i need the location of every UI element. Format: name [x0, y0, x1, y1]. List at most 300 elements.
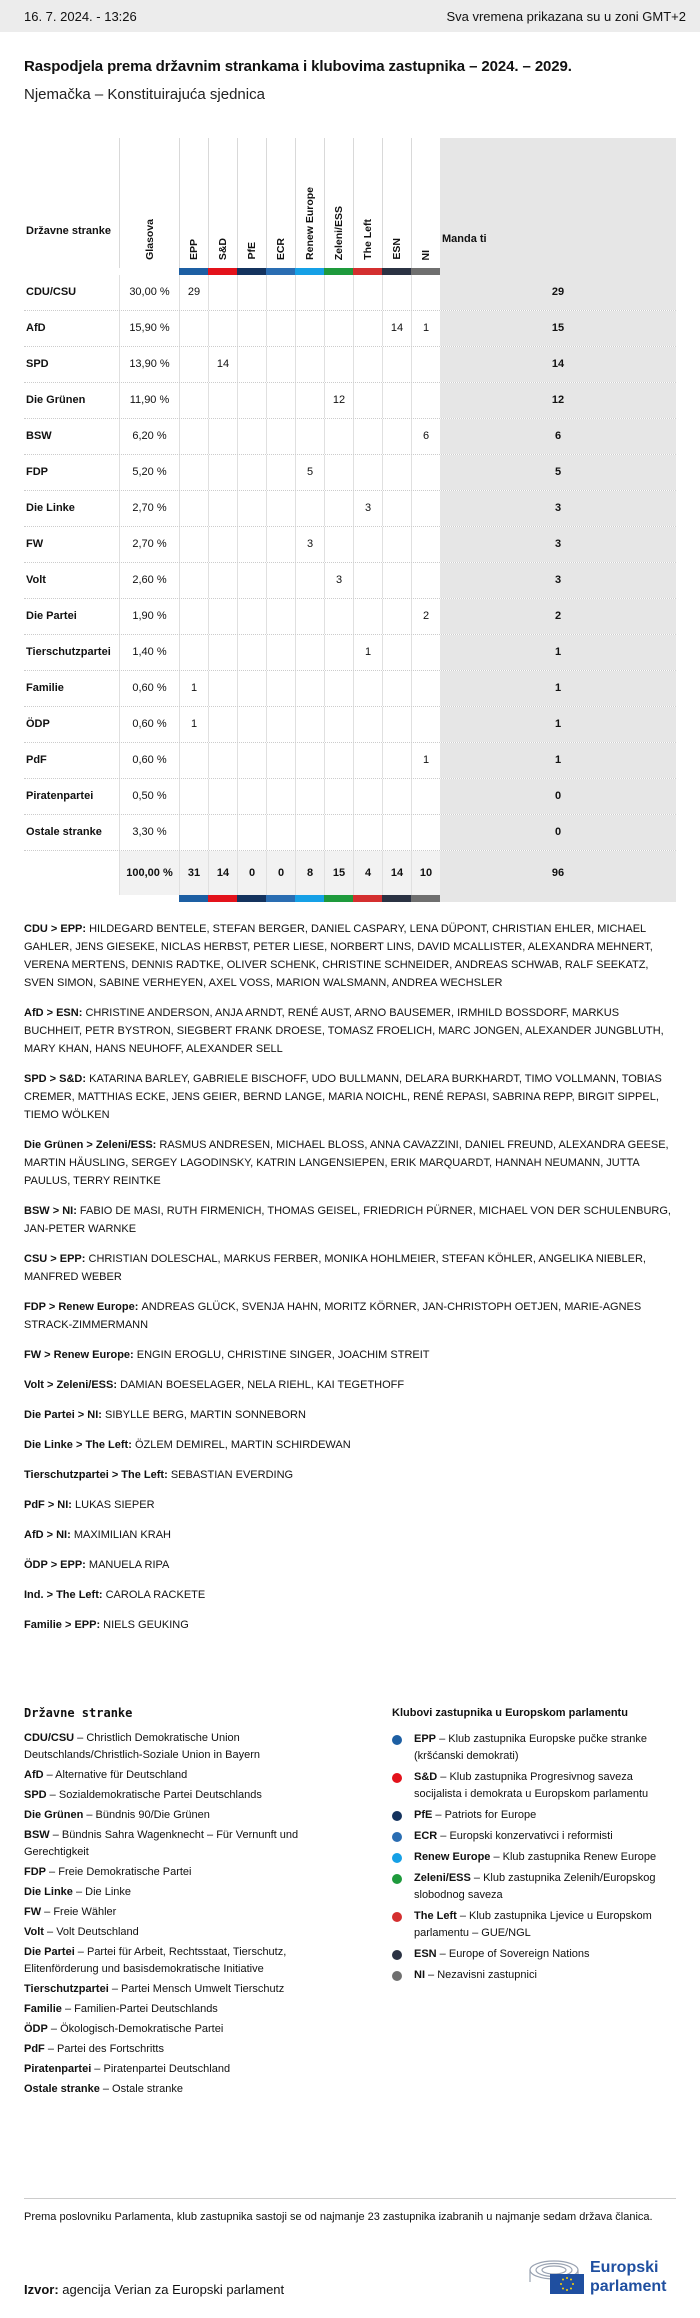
- seat-cell: [179, 527, 208, 562]
- party-full-name: – Familien-Partei Deutschlands: [61, 2003, 218, 2015]
- seat-cell: [266, 815, 295, 850]
- party-full-name: – Bündnis 90/Die Grünen: [83, 1809, 210, 1821]
- party-abbr: Die Grünen: [24, 1809, 84, 1821]
- party-full-name: – Ostale stranke: [99, 2083, 183, 2095]
- total-seat-cell: 14: [208, 851, 237, 895]
- seat-cell: [382, 743, 411, 778]
- seat-cell: [237, 275, 266, 310]
- mandates-total: 3: [440, 527, 676, 562]
- seat-cell: 14: [382, 311, 411, 346]
- seat-cell: [237, 383, 266, 418]
- vote-share: 1,40 %: [119, 635, 179, 670]
- seat-cell: [179, 491, 208, 526]
- group-header-label: The Left: [362, 219, 374, 260]
- transfer-item: [24, 1070, 676, 1124]
- seat-cell: [237, 347, 266, 382]
- seat-cell: [324, 815, 353, 850]
- party-legend-item: [24, 1944, 344, 1978]
- group-abbr: S&D: [414, 1771, 438, 1783]
- party-abbr: AfD: [24, 1769, 44, 1781]
- seat-cell: [266, 707, 295, 742]
- seat-cell: 1: [353, 635, 382, 670]
- seat-cell: [237, 311, 266, 346]
- party-name: PdF: [26, 754, 47, 766]
- party-abbr: Die Partei: [24, 1946, 75, 1958]
- seat-cell: [266, 455, 295, 490]
- seat-cell: [295, 383, 324, 418]
- seat-cell: 2: [411, 599, 440, 634]
- group-header-label: Zeleni/ESS: [333, 205, 345, 260]
- transfer-names: CAROLA RACKETE: [105, 1589, 206, 1601]
- seat-cell: [324, 419, 353, 454]
- table-row: [24, 383, 676, 419]
- seat-cell: [411, 347, 440, 382]
- seat-cell: [353, 599, 382, 634]
- results-table: [24, 138, 676, 902]
- mandates-total: 14: [440, 347, 676, 382]
- group-column-header: [179, 138, 208, 268]
- group-column-header: [411, 138, 440, 268]
- seat-cell: [179, 599, 208, 634]
- transfer-item: [24, 1250, 676, 1286]
- seat-cell: [266, 779, 295, 814]
- party-abbr: BSW: [24, 1829, 50, 1841]
- seat-cell: [295, 275, 324, 310]
- party-abbr: FDP: [24, 1866, 46, 1878]
- seat-cell: [208, 779, 237, 814]
- seat-cell: 1: [411, 743, 440, 778]
- seat-cell: 6: [411, 419, 440, 454]
- seat-cell: 1: [179, 671, 208, 706]
- party-full-name: – Freie Wähler: [41, 1906, 117, 1918]
- seat-cell: [324, 779, 353, 814]
- seat-cell: [353, 347, 382, 382]
- seat-cell: [353, 419, 382, 454]
- vote-share: 2,70 %: [119, 527, 179, 562]
- seat-cell: [266, 527, 295, 562]
- seat-cell: [179, 563, 208, 598]
- transfer-item: [24, 1004, 676, 1058]
- seat-cell: 5: [295, 455, 324, 490]
- mandates-color-cell: [440, 895, 676, 902]
- transfer-label: SPD > S&D:: [24, 1073, 90, 1085]
- seat-cell: [411, 815, 440, 850]
- totals-row: [24, 851, 676, 895]
- seat-cell: [353, 563, 382, 598]
- group-dot-icon: [392, 1811, 402, 1821]
- table-header: [24, 138, 676, 268]
- group-color-swatch: [353, 895, 382, 902]
- seat-cell: [179, 419, 208, 454]
- table-row: [24, 599, 676, 635]
- seat-cell: [237, 815, 266, 850]
- group-full-name: – Klub zastupnika Renew Europe: [490, 1851, 657, 1863]
- seat-cell: [382, 455, 411, 490]
- group-color-swatch: [208, 895, 237, 902]
- group-dot-icon: [392, 1971, 402, 1981]
- seat-cell: [179, 383, 208, 418]
- mandates-color-cell: [440, 268, 676, 275]
- seat-cell: [208, 311, 237, 346]
- transfer-item: [24, 1298, 676, 1334]
- vote-share: 30,00 %: [119, 275, 179, 310]
- timezone-note: Sva vremena prikazana su u zoni GMT+2: [446, 8, 686, 24]
- party-legend-item: [24, 1767, 344, 1784]
- seat-cell: [179, 779, 208, 814]
- transfer-label: Die Partei > NI:: [24, 1409, 106, 1421]
- transfer-item: [24, 1466, 676, 1484]
- mandates-total: 2: [440, 599, 676, 634]
- party-abbr: Tierschutzpartei: [24, 1983, 109, 1995]
- transfer-names: ENGIN EROGLU, CHRISTINE SINGER, JOACHIM STREIT: [136, 1349, 430, 1361]
- transfer-item: [24, 1436, 676, 1454]
- group-dot-icon: [392, 1874, 402, 1884]
- party-full-name: – Freie Demokratische Partei: [46, 1866, 192, 1878]
- seat-cell: [353, 383, 382, 418]
- seat-cell: [324, 671, 353, 706]
- mandates-total: 1: [440, 671, 676, 706]
- transfer-names: KATARINA BARLEY, GABRIELE BISCHOFF, UDO BULLMANN, DELARA BURKHARDT, TIMO VOLLMANN, TOBIAS CREMER, MATTHIAS ECKE, JENS GEIER, BERND LANGE, MARIA NOICHL, RENÉ REPASI, SABRINA REPP, BIRGIT SIPPEL, TIEMO WÖLKEN: [24, 1073, 662, 1121]
- source-text: agencija Verian za Europski parlament: [62, 2282, 285, 2297]
- transfer-item: [24, 1136, 676, 1190]
- party-legend-item: [24, 2081, 344, 2098]
- party-name: Volt: [26, 574, 46, 586]
- group-column-header: [266, 138, 295, 268]
- seat-cell: [237, 671, 266, 706]
- seat-cell: [208, 275, 237, 310]
- transfer-label: CDU > EPP:: [24, 923, 90, 935]
- seat-cell: [295, 419, 324, 454]
- group-legend-title: Klubovi zastupnika u Europskom parlamentu: [392, 1707, 628, 1719]
- seat-cell: [295, 815, 324, 850]
- seat-cell: [179, 635, 208, 670]
- seat-cell: [353, 455, 382, 490]
- seat-cell: [266, 599, 295, 634]
- transfer-label: CSU > EPP:: [24, 1253, 89, 1265]
- seat-cell: [208, 419, 237, 454]
- source: [24, 2282, 284, 2297]
- seat-cell: [324, 311, 353, 346]
- transfer-names: SEBASTIAN EVERDING: [170, 1469, 294, 1481]
- page-subtitle: Njemačka – Konstituirajuća sjednica: [24, 86, 265, 103]
- seat-cell: [295, 311, 324, 346]
- seat-cell: [208, 455, 237, 490]
- transfer-item: [24, 1202, 676, 1238]
- seat-cell: [179, 743, 208, 778]
- seat-cell: 1: [411, 311, 440, 346]
- group-dot-icon: [392, 1773, 402, 1783]
- group-abbr: NI: [414, 1969, 425, 1981]
- party-legend-item: [24, 1981, 344, 1998]
- transfer-item: [24, 1406, 676, 1424]
- seat-cell: [208, 635, 237, 670]
- party-full-name: – Volt Deutschland: [43, 1926, 139, 1938]
- seat-cell: [295, 491, 324, 526]
- transfer-label: Tierschutzpartei > The Left:: [24, 1469, 171, 1481]
- party-legend-title: Državne stranke: [24, 1706, 133, 1720]
- seat-cell: [237, 563, 266, 598]
- group-header-label: Renew Europe: [304, 187, 316, 260]
- party-legend-item: [24, 2001, 344, 2018]
- party-abbr: Familie: [24, 2003, 62, 2015]
- seat-cell: [208, 599, 237, 634]
- seat-cell: [411, 383, 440, 418]
- table-row: [24, 527, 676, 563]
- group-full-name: – Patriots for Europe: [432, 1809, 537, 1821]
- seat-cell: [324, 347, 353, 382]
- group-color-swatch: [353, 268, 382, 275]
- seat-cell: [266, 635, 295, 670]
- seat-cell: [179, 455, 208, 490]
- group-column-header: [237, 138, 266, 268]
- group-legend: [392, 1705, 682, 1988]
- transfer-item: [24, 1376, 676, 1394]
- seat-cell: [324, 455, 353, 490]
- transfer-label: AfD > ESN:: [24, 1007, 86, 1019]
- mandates-total: 29: [440, 275, 676, 310]
- party-name: Die Partei: [26, 610, 77, 622]
- party-name: ÖDP: [26, 718, 50, 730]
- seat-cell: [382, 527, 411, 562]
- transfer-names: MAXIMILIAN KRAH: [73, 1529, 171, 1541]
- party-name: Die Grünen: [26, 394, 86, 406]
- group-color-swatch: [382, 268, 411, 275]
- party-abbr: CDU/CSU: [24, 1732, 75, 1744]
- party-legend: [24, 1705, 344, 2101]
- total-seat-cell: 8: [295, 851, 324, 895]
- top-bar: [0, 0, 700, 32]
- vote-share: 3,30 %: [119, 815, 179, 850]
- seat-cell: [411, 491, 440, 526]
- transfer-names: ÖZLEM DEMIREL, MARTIN SCHIRDEWAN: [134, 1439, 351, 1451]
- party-legend-item: [24, 2021, 344, 2038]
- seat-cell: [324, 599, 353, 634]
- party-full-name: – Ökologisch-Demokratische Partei: [47, 2023, 224, 2035]
- group-legend-item: [392, 1828, 682, 1845]
- vote-share: 6,20 %: [119, 419, 179, 454]
- party-name: Ostale stranke: [26, 826, 102, 838]
- seat-cell: [382, 815, 411, 850]
- group-color-swatch: [382, 895, 411, 902]
- party-legend-item: [24, 1827, 344, 1861]
- party-name: AfD: [26, 322, 46, 334]
- table-row: [24, 491, 676, 527]
- vote-share: 13,90 %: [119, 347, 179, 382]
- seat-cell: [179, 311, 208, 346]
- transfer-list: [24, 920, 676, 1646]
- seat-cell: [295, 635, 324, 670]
- party-name: SPD: [26, 358, 49, 370]
- seat-cell: [237, 707, 266, 742]
- group-color-swatch: [179, 895, 208, 902]
- seat-cell: [266, 671, 295, 706]
- group-header-label: EPP: [188, 238, 200, 260]
- transfer-names: CHRISTIAN DOLESCHAL, MARKUS FERBER, MONIKA HOHLMEIER, STEFAN KÖHLER, ANGELIKA NIEBLER, MANFRED WEBER: [24, 1253, 646, 1283]
- transfer-names: NIELS GEUKING: [103, 1619, 189, 1631]
- group-color-swatch: [295, 268, 324, 275]
- transfer-label: FW > Renew Europe:: [24, 1349, 137, 1361]
- party-name: CDU/CSU: [26, 286, 77, 298]
- party-abbr: FW: [24, 1906, 42, 1918]
- table-row: [24, 743, 676, 779]
- seat-cell: [179, 347, 208, 382]
- transfer-label: BSW > NI:: [24, 1205, 80, 1217]
- seat-cell: [382, 707, 411, 742]
- seat-cell: [382, 563, 411, 598]
- seat-cell: [411, 275, 440, 310]
- transfer-names: MANUELA RIPA: [88, 1559, 170, 1571]
- transfer-names: ANDREAS GLÜCK, SVENJA HAHN, MORITZ KÖRNER, JAN-CHRISTOPH OETJEN, MARIE-AGNES STRACK-ZIMMERMANN: [24, 1301, 642, 1331]
- seat-cell: [411, 563, 440, 598]
- group-header-label: ECR: [275, 237, 287, 260]
- seat-cell: [324, 707, 353, 742]
- seat-cell: [324, 491, 353, 526]
- vote-share: 0,60 %: [119, 707, 179, 742]
- party-abbr: PdF: [24, 2043, 45, 2055]
- party-full-name: – Piratenpartei Deutschland: [91, 2063, 231, 2075]
- footnote: Prema poslovniku Parlamenta, klub zastupnika sastoji se od najmanje 23 zastupnika izabranih u najmanje sedam država članica.: [24, 2198, 676, 2226]
- transfer-label: PdF > NI:: [24, 1499, 76, 1511]
- seat-cell: [295, 743, 324, 778]
- seat-cell: [382, 383, 411, 418]
- source-label: Izvor:: [24, 2282, 59, 2297]
- transfer-names: LUKAS SIEPER: [75, 1499, 155, 1511]
- table-row: [24, 563, 676, 599]
- seat-cell: [353, 671, 382, 706]
- seat-cell: 3: [295, 527, 324, 562]
- transfer-item: [24, 920, 676, 992]
- mandates-total: 3: [440, 491, 676, 526]
- transfer-item: [24, 1346, 676, 1364]
- seat-cell: [353, 311, 382, 346]
- party-full-name: – Partei für Arbeit, Rechtsstaat, Tierschutz, Elitenförderung und basisdemokratische Initiative: [24, 1946, 287, 1975]
- group-header-label: ESN: [391, 238, 403, 260]
- party-abbr: ÖDP: [24, 2023, 48, 2035]
- party-legend-item: [24, 2041, 344, 2058]
- seat-cell: [382, 779, 411, 814]
- seat-cell: [382, 599, 411, 634]
- transfer-label: FDP > Renew Europe:: [24, 1301, 142, 1313]
- party-legend-item: [24, 1787, 344, 1804]
- seat-cell: 3: [353, 491, 382, 526]
- party-abbr: Ostale stranke: [24, 2083, 100, 2095]
- total-seat-cell: 15: [324, 851, 353, 895]
- table-row: [24, 419, 676, 455]
- seat-cell: [411, 635, 440, 670]
- group-color-bar: [24, 895, 676, 902]
- group-full-name: – Klub zastupnika Europske pučke stranke (kršćanski demokrati): [414, 1733, 647, 1762]
- seat-cell: [179, 815, 208, 850]
- seat-cell: [237, 743, 266, 778]
- mandates-column-header: Manda ti: [440, 138, 676, 268]
- transfer-item: [24, 1496, 676, 1514]
- transfer-names: RASMUS ANDRESEN, MICHAEL BLOSS, ANNA CAVAZZINI, DANIEL FREUND, ALEXANDRA GEESE, MARTIN HÄUSLING, SERGEY LAGODINSKY, KATRIN LANGENSIEPEN, ERIK MARQUARDT, HANNAH NEUMANN, JUTTA PAULUS, TERRY REINTKE: [24, 1139, 669, 1187]
- seat-cell: [266, 419, 295, 454]
- group-legend-item: [392, 1908, 682, 1942]
- group-color-swatch: [324, 268, 353, 275]
- mandates-total: 0: [440, 779, 676, 814]
- group-legend-item: [392, 1769, 682, 1803]
- table-row: [24, 455, 676, 491]
- seat-cell: [382, 347, 411, 382]
- group-dot-icon: [392, 1950, 402, 1960]
- party-legend-item: [24, 1807, 344, 1824]
- group-header-label: PfE: [246, 242, 258, 260]
- party-abbr: Volt: [24, 1926, 44, 1938]
- seat-cell: [295, 599, 324, 634]
- group-dot-icon: [392, 1735, 402, 1745]
- group-full-name: – Klub zastupnika Ljevice u Europskom parlamentu – GUE/NGL: [414, 1910, 652, 1939]
- transfer-item: [24, 1586, 676, 1604]
- group-color-swatch: [237, 895, 266, 902]
- table-row: [24, 275, 676, 311]
- group-column-header: [324, 138, 353, 268]
- party-full-name: – Bündnis Sahra Wagenknecht – Für Vernunft und Gerechtigkeit: [24, 1829, 299, 1858]
- vote-share: 0,60 %: [119, 671, 179, 706]
- table-row: [24, 707, 676, 743]
- vote-share: 11,90 %: [119, 383, 179, 418]
- group-abbr: PfE: [414, 1809, 433, 1821]
- party-full-name: – Partei des Fortschritts: [44, 2043, 164, 2055]
- group-dot-icon: [392, 1853, 402, 1863]
- group-abbr: The Left: [414, 1910, 457, 1922]
- group-legend-item: [392, 1870, 682, 1904]
- group-legend-item: [392, 1849, 682, 1866]
- parliament-icon: [528, 2256, 586, 2296]
- seat-cell: [208, 383, 237, 418]
- group-full-name: – Europski konzervativci i reformisti: [437, 1830, 613, 1842]
- party-name: Piratenpartei: [26, 790, 94, 802]
- party-legend-item: [24, 1884, 344, 1901]
- seat-cell: [411, 707, 440, 742]
- vote-share: 2,60 %: [119, 563, 179, 598]
- grand-total: 96: [440, 851, 676, 895]
- group-column-header: [208, 138, 237, 268]
- group-abbr: Renew Europe: [414, 1851, 491, 1863]
- mandates-total: 15: [440, 311, 676, 346]
- party-full-name: – Partei Mensch Umwelt Tierschutz: [108, 1983, 285, 1995]
- seat-cell: [266, 383, 295, 418]
- seat-cell: [237, 419, 266, 454]
- party-name: Die Linke: [26, 502, 75, 514]
- seat-cell: [324, 527, 353, 562]
- seat-cell: [382, 419, 411, 454]
- seat-cell: [237, 779, 266, 814]
- transfer-names: SIBYLLE BERG, MARTIN SONNEBORN: [105, 1409, 306, 1421]
- seat-cell: [353, 815, 382, 850]
- logo-text: Europski parlament: [590, 2259, 667, 2295]
- vote-share: 1,90 %: [119, 599, 179, 634]
- party-name: Familie: [26, 682, 64, 694]
- seat-cell: [324, 635, 353, 670]
- seat-cell: 3: [324, 563, 353, 598]
- group-color-swatch: [411, 895, 440, 902]
- group-color-swatch: [324, 895, 353, 902]
- transfer-label: Familie > EPP:: [24, 1619, 104, 1631]
- group-color-swatch: [266, 895, 295, 902]
- party-full-name: – Christlich Demokratische Union Deutschlands/Christlich-Soziale Union in Bayern: [24, 1732, 261, 1761]
- seat-cell: [353, 275, 382, 310]
- ep-logo: [528, 2256, 678, 2300]
- group-dot-icon: [392, 1912, 402, 1922]
- seat-cell: [324, 743, 353, 778]
- seat-cell: [237, 455, 266, 490]
- transfer-names: HILDEGARD BENTELE, STEFAN BERGER, DANIEL CASPARY, LENA DÜPONT, CHRISTIAN EHLER, MICHAEL GAHLER, JENS GIESEKE, NICLAS HERBST, PETER LIESE, NORBERT LINS, DAVID MCALLISTER, ALEXANDRA MEHNERT, VERENA MERTENS, DENNIS RADTKE, OLIVER SCHENK, CHRISTINE SCHNEIDER, ANDREAS SCHWAB, RALF SEEKATZ, SVEN SIMON, SABINE VERHEYEN, AXEL VOSS, MARION WALSMANN, ANDREA WECHSLER: [24, 923, 653, 989]
- seat-cell: [237, 635, 266, 670]
- party-full-name: – Die Linke: [72, 1886, 131, 1898]
- transfer-names: DAMIAN BOESELAGER, NELA RIEHL, KAI TEGETHOFF: [120, 1379, 405, 1391]
- seat-cell: [353, 743, 382, 778]
